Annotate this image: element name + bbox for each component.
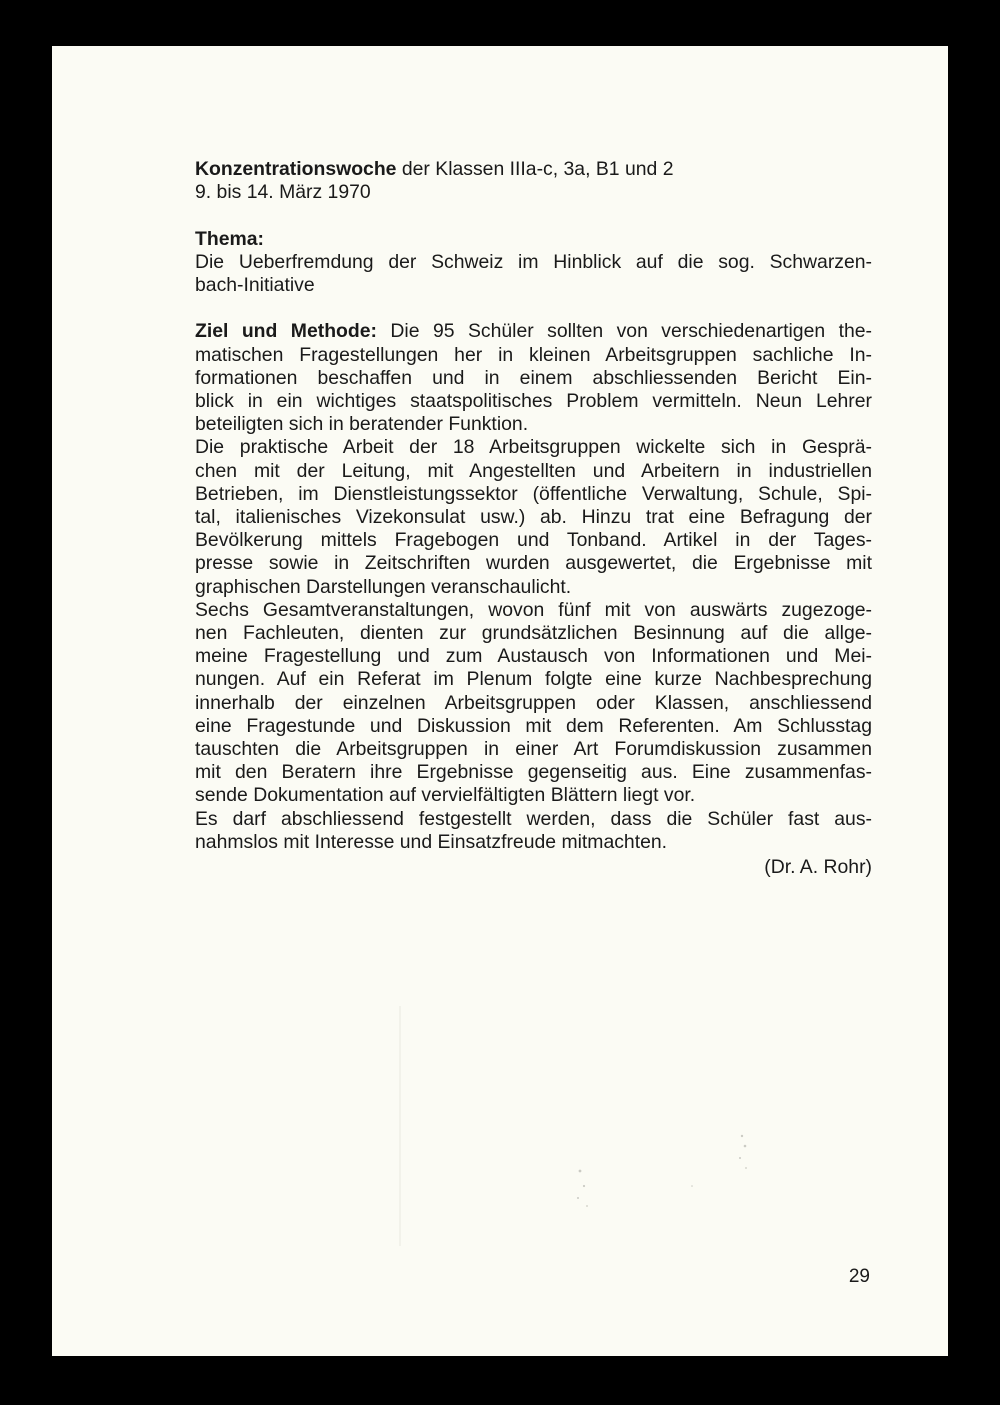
body-line: presse sowie in Zeitschriften wurden ausgewertet, die Ergebnisse mit [195, 552, 872, 575]
thema-line: Die Ueberfremdung der Schweiz im Hinblick auf die sog. Schwarzen- [195, 250, 872, 273]
body-line: graphischen Darstellungen veranschaulicht. [195, 575, 572, 598]
article-body [195, 158, 872, 879]
body-line: Es darf abschliessend festgestellt werden, dass die Schüler fast aus- [195, 807, 872, 830]
document-page [52, 46, 948, 1356]
body-line: formationen beschaffen und in einem abschliessenden Bericht Ein- [195, 366, 872, 389]
body-line: Betrieben, im Dienstleistungssektor (öffentliche Verwaltung, Schule, Spi- [195, 482, 872, 505]
body-line: meine Fragestellung und zum Austausch von Informationen und Mei- [195, 645, 872, 668]
title-bold: Konzentrationswoche [195, 158, 397, 180]
dates-line: 9. bis 14. März 1970 [195, 181, 371, 204]
body-line: eine Fragestunde und Diskussion mit dem Referenten. Am Schlusstag [195, 714, 872, 737]
body-line: sende Dokumentation auf vervielfältigten Blättern liegt vor. [195, 784, 696, 807]
ziel-first-line-rest: Die 95 Schüler sollten von verschiedenartigen the- [376, 320, 872, 343]
ziel-first-line [195, 320, 872, 343]
spacer [195, 204, 872, 227]
body-line: beteiligten sich in beratender Funktion. [195, 413, 529, 436]
page-number: 29 [848, 1266, 870, 1287]
body-line: Die praktische Arbeit der 18 Arbeitsgruppen wickelte sich in Gesprä- [195, 436, 872, 459]
body-line: tal, italienisches Vizekonsulat usw.) ab. Hinzu trat eine Befragung der [195, 506, 872, 529]
ziel-heading: Ziel und Methode: [195, 320, 377, 343]
body-line: nungen. Auf ein Referat im Plenum folgte eine kurze Nachbesprechung [195, 668, 872, 691]
body-line: Sechs Gesamtveranstaltungen, wovon fünf mit von auswärts zugezoge- [195, 598, 872, 621]
thema-line: bach-Initiative [195, 274, 315, 296]
body-line: Bevölkerung mittels Fragebogen und Tonband. Artikel in der Tages- [195, 529, 872, 552]
body-line: mit den Beratern ihre Ergebnisse gegenseitig aus. Eine zusammenfas- [195, 761, 872, 784]
body-line: chen mit der Leitung, mit Angestellten und Arbeitern in industriellen [195, 459, 872, 482]
body-line: tauschten die Arbeitsgruppen in einer Art Forumdiskussion zusammen [195, 738, 872, 761]
body-line: blick in ein wichtiges staatspolitisches Problem vermitteln. Neun Lehrer [195, 390, 872, 412]
body-line: nahmslos mit Interesse und Einsatzfreude mitmachten. [195, 830, 668, 853]
body-line: matischen Fragestellungen her in kleinen Arbeitsgruppen sachliche In- [195, 343, 872, 366]
thema-heading: Thema: [195, 227, 264, 250]
title-line [195, 158, 872, 181]
spacer [195, 297, 872, 320]
body-line: innerhalb der einzelnen Arbeitsgruppen oder Klassen, anschliessend [195, 691, 872, 714]
body-line: nen Fachleuten, dienten zur grundsätzlichen Besinnung auf die allge- [195, 622, 872, 645]
title-rest: der Klassen IIIa-c, 3a, B1 und 2 [396, 158, 674, 180]
signature: (Dr. A. Rohr) [764, 856, 872, 879]
